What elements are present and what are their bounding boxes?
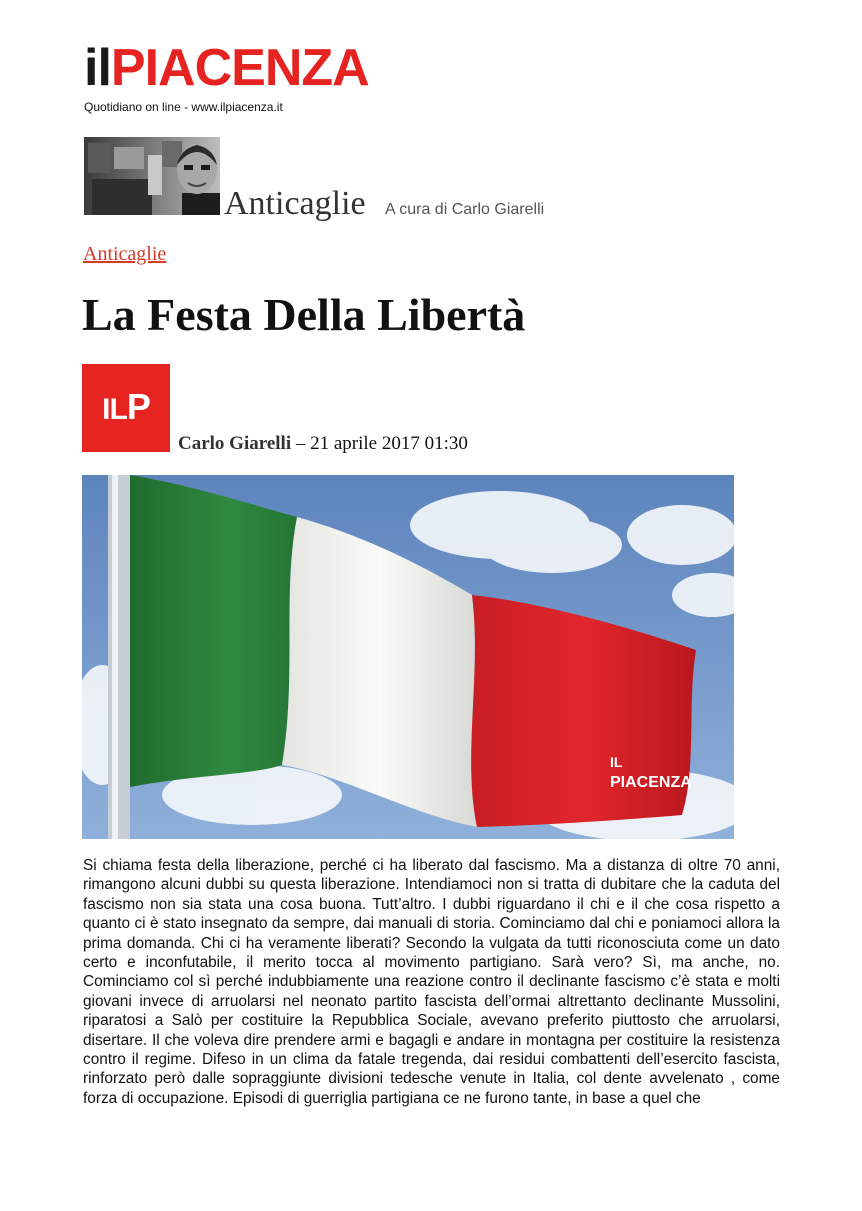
ilp-badge-il: IL	[102, 393, 127, 426]
column-title: Anticaglie	[224, 185, 366, 222]
site-logo[interactable]	[84, 38, 434, 120]
logo-piacenza: PIACENZA	[110, 39, 369, 97]
logo-il: il	[84, 39, 111, 97]
author-photo	[84, 137, 220, 215]
site-tagline: Quotidiano on line - www.ilpiacenza.it	[84, 100, 283, 114]
column-header	[84, 137, 604, 222]
article-headline: La Festa Della Libertà	[82, 289, 526, 340]
flag-pole	[108, 475, 130, 839]
image-watermark-line1: IL	[610, 754, 623, 770]
column-subtitle: A cura di Carlo Giarelli	[385, 201, 545, 218]
byline-author: Carlo Giarelli	[178, 433, 292, 454]
flag-green-stripe	[130, 475, 297, 787]
image-watermark-line2: PIACENZA	[610, 774, 692, 791]
section-link-anticaglie[interactable]: Anticaglie	[83, 243, 167, 265]
logo-wordmark	[84, 38, 434, 98]
byline-date: 21 aprile 2017 01:30	[310, 433, 468, 454]
byline-separator: –	[291, 433, 311, 454]
article-hero-image-italian-flag	[82, 475, 734, 839]
ilp-badge-text	[82, 386, 170, 428]
ilp-badge-p: P	[126, 386, 150, 427]
article-byline	[178, 433, 468, 455]
ilp-logo-badge	[82, 364, 170, 452]
article-body: Si chiama festa della liberazione, perché ci ha liberato dal fascismo. Ma a distanza di oltre 70 anni, rimangono alcuni dubbi su questa liberazione. Intendiamoci non si tratta di dubitare che la caduta del fascismo non sia stata una cosa buona. Tutt’altro. I dubbi riguardano il chi e il che cosa rispetto a quanto ci è stato insegnato da sempre, dai manuali di storia. Cominciamo dal chi e poniamoci allora la prima domanda. Chi ci ha veramente liberati? Secondo la vulgata da tutti riconosciuta come un dato certo e inconfutabile, il merito tocca al movimento partigiano. Sarà vero? Sì, ma anche, no. Cominciamo col sì perché indubbiamente una reazione contro il declinante fascismo c’è stata e molti giovani invece di arruolarsi nel neonato partito fascista dell’ormai altrettanto declinante Mussolini, riparatosi a Salò per costituire la Repubblica Sociale, avevano preferito piuttosto che arruolarsi, disertare. Il che voleva dire prendere armi e bagagli e andare in montagna per costituire la resistenza contro il regime. Difeso in un clima da fatale tregenda, dai residui combattenti dell’esercito fascista, rinforzato però dalle sopraggiunte divisioni tedesche venute in Italia, col dente avvelenato , come forza di occupazione. Episodi di guerriglia partigiana ce ne furono tante, in base a quel che	[83, 857, 780, 1107]
